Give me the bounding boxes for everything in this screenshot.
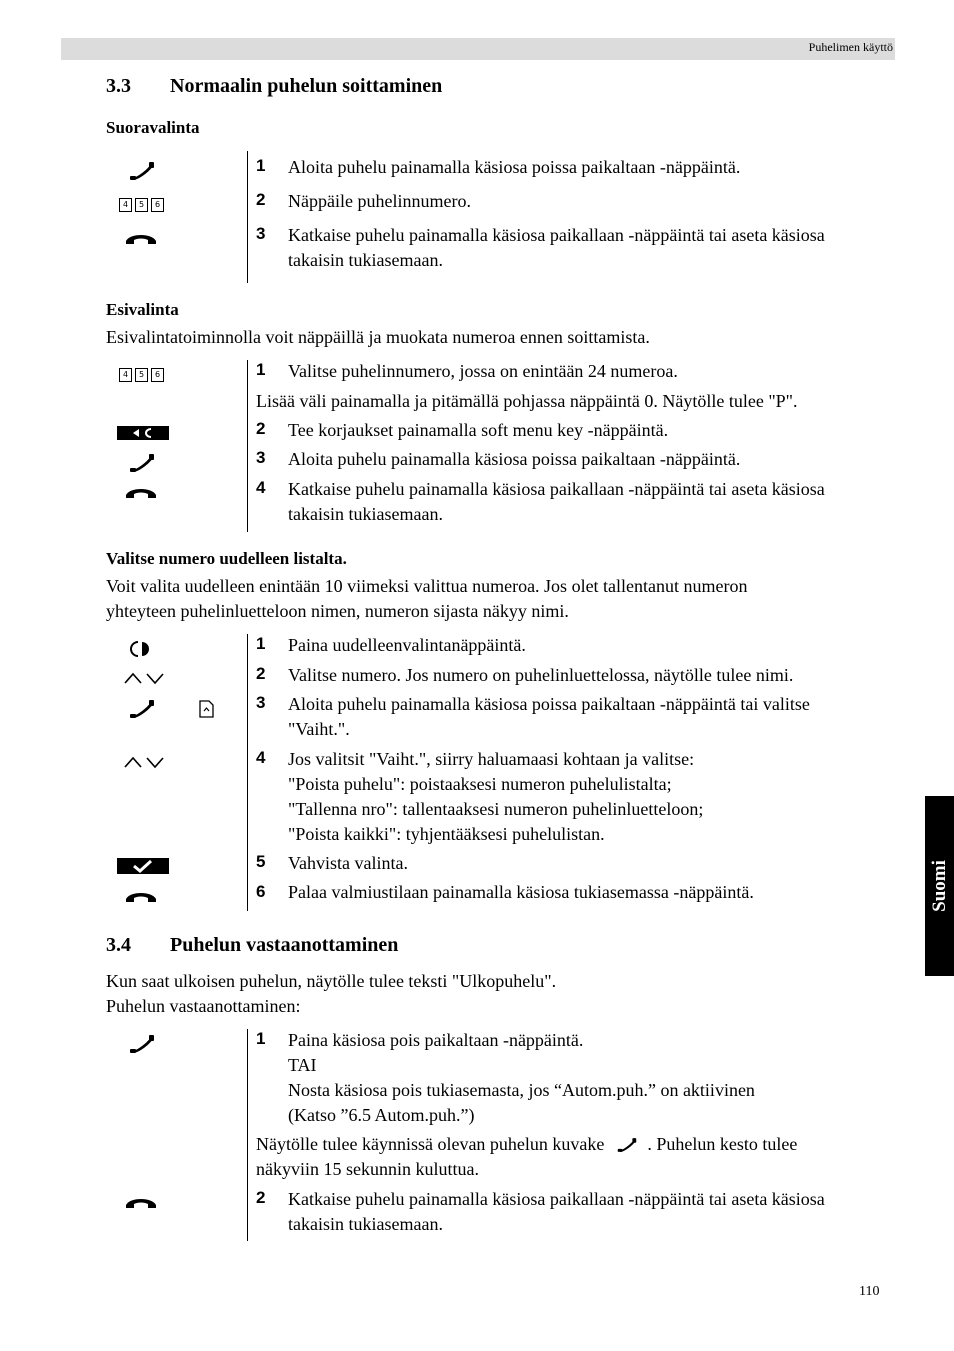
- section-3-3-heading: [106, 75, 606, 101]
- side-tab-label: Suomi: [928, 860, 950, 912]
- offhook-key-icon: [129, 1034, 155, 1054]
- step-text: "Tallenna nro": tallentaaksesi numeron puhelinluetteloon;: [288, 799, 704, 819]
- section-3-4-heading: [106, 934, 606, 960]
- page-number: 110: [859, 1284, 880, 1299]
- onhook-key-icon: [124, 890, 158, 906]
- subheading-suoravalinta: Suoravalinta: [106, 118, 200, 137]
- section-title: Puhelun vastaanottaminen: [170, 934, 399, 956]
- step-text: Paina käsiosa pois paikaltaan -näppäintä.: [288, 1030, 584, 1050]
- clear-softkey-icon: [117, 426, 169, 440]
- navigation-keys-icon: [123, 755, 165, 769]
- keypad-key: 4: [119, 368, 132, 382]
- step-note: näkyviin 15 sekunnin kuluttua.: [256, 1159, 479, 1179]
- header-bar: [61, 38, 895, 60]
- keypad-key: 6: [151, 368, 164, 382]
- section-title: Normaalin puhelun soittaminen: [170, 75, 443, 97]
- step-divider: [247, 1029, 248, 1241]
- subheading-esivalinta: Esivalinta: [106, 300, 179, 319]
- step-text: Katkaise puhelu painamalla käsiosa paikallaan -näppäintä tai aseta käsiosa: [288, 479, 825, 499]
- step-text: Jos valitsit "Vaiht.", siirry haluamaasi kohtaan ja valitse:: [288, 749, 695, 769]
- step-text: Vahvista valinta.: [288, 853, 408, 873]
- step-number: 3: [256, 693, 266, 712]
- onhook-key-icon: [124, 1196, 158, 1212]
- keypad-icon: [119, 198, 164, 212]
- subheading-redial: Valitse numero uudelleen listalta.: [106, 549, 347, 568]
- redial-key-icon: [130, 641, 152, 657]
- step-number: 1: [256, 360, 266, 379]
- step-text: takaisin tukiasemaan.: [288, 250, 443, 270]
- step-text: takaisin tukiasemaan.: [288, 1214, 443, 1234]
- step-text: Paina uudelleenvalintanäppäintä.: [288, 635, 526, 655]
- keypad-key: 5: [135, 198, 148, 212]
- active-call-icon: [617, 1136, 637, 1154]
- step-number: 5: [256, 852, 266, 871]
- step-text: "Vaiht.".: [288, 719, 350, 739]
- step-divider: [247, 360, 248, 532]
- section-number: 3.3: [106, 75, 131, 97]
- confirm-softkey-icon: [117, 858, 169, 874]
- step-text: Nosta käsiosa pois tukiasemasta, jos “Autom.puh.” on aktiivinen: [288, 1080, 755, 1100]
- offhook-key-icon: [129, 161, 155, 181]
- keypad-key: 6: [151, 198, 164, 212]
- offhook-key-icon: [129, 453, 155, 473]
- step-number: 3: [256, 224, 266, 243]
- step-number: 2: [256, 190, 266, 209]
- step-note: Lisää väli painamalla ja pitämällä pohjassa näppäintä 0. Näytölle tulee "P".: [256, 391, 798, 411]
- header-text: Puhelimen käyttö: [808, 40, 893, 54]
- paragraph: yhteyteen puhelinluetteloon nimen, numeron sijasta näkyy nimi.: [106, 601, 569, 621]
- step-number: 2: [256, 419, 266, 438]
- section-number: 3.4: [106, 934, 131, 956]
- note-text: . Puhelun kesto tulee: [647, 1134, 798, 1154]
- note-text: Näytölle tulee käynnissä olevan puhelun kuvake: [256, 1134, 605, 1154]
- keypad-key: 4: [119, 198, 132, 212]
- step-text: Valitse numero. Jos numero on puhelinluettelossa, näytölle tulee nimi.: [288, 665, 794, 685]
- step-number: 1: [256, 1029, 266, 1048]
- step-text: Katkaise puhelu painamalla käsiosa paikallaan -näppäintä tai aseta käsiosa: [288, 225, 825, 245]
- step-text: Aloita puhelu painamalla käsiosa poissa paikaltaan -näppäintä.: [288, 157, 741, 177]
- language-side-tab: [925, 796, 954, 976]
- step-text: Aloita puhelu painamalla käsiosa poissa paikaltaan -näppäintä.: [288, 449, 741, 469]
- paragraph: Kun saat ulkoisen puhelun, näytölle tulee teksti "Ulkopuhelu".: [106, 971, 557, 991]
- step-text: TAI: [288, 1055, 317, 1075]
- step-text: "Poista kaikki": tyhjentääksesi puhelulistan.: [288, 824, 605, 844]
- paragraph: Voit valita uudelleen enintään 10 viimeksi valittua numeroa. Jos olet tallentanut numeron: [106, 576, 748, 596]
- step-text: Katkaise puhelu painamalla käsiosa paikallaan -näppäintä tai aseta käsiosa: [288, 1189, 825, 1209]
- keypad-key: 5: [135, 368, 148, 382]
- step-text: Näppäile puhelinnumero.: [288, 191, 471, 211]
- step-text: Palaa valmiustilaan painamalla käsiosa tukiasemassa -näppäintä.: [288, 882, 754, 902]
- step-text: "Poista puhelu": poistaaksesi numeron puhelulistalta;: [288, 774, 672, 794]
- step-text: takaisin tukiasemaan.: [288, 504, 443, 524]
- step-number: 3: [256, 448, 266, 467]
- paragraph: Puhelun vastaanottaminen:: [106, 996, 301, 1016]
- onhook-key-icon: [124, 232, 158, 248]
- step-text: (Katso ”6.5 Autom.puh.”): [288, 1105, 475, 1125]
- step-number: 6: [256, 882, 266, 901]
- step-text: Tee korjaukset painamalla soft menu key -näppäintä.: [288, 420, 669, 440]
- step-note: [256, 1132, 797, 1157]
- step-divider: [247, 634, 248, 911]
- step-number: 4: [256, 478, 266, 497]
- paragraph: Esivalintatoiminnolla voit näppäillä ja muokata numeroa ennen soittamista.: [106, 327, 650, 347]
- keypad-icon: [119, 368, 164, 382]
- navigation-keys-icon: [123, 671, 165, 685]
- onhook-key-icon: [124, 486, 158, 502]
- step-number: 2: [256, 1188, 266, 1207]
- step-number: 1: [256, 634, 266, 653]
- step-number: 2: [256, 664, 266, 683]
- step-text: Aloita puhelu painamalla käsiosa poissa paikaltaan -näppäintä tai valitse: [288, 694, 810, 714]
- step-number: 1: [256, 156, 266, 175]
- step-number: 4: [256, 748, 266, 767]
- step-divider: [247, 151, 248, 283]
- options-softkey-icon: [199, 700, 214, 718]
- step-text: Valitse puhelinnumero, jossa on enintään 24 numeroa.: [288, 361, 678, 381]
- offhook-key-icon: [129, 699, 155, 719]
